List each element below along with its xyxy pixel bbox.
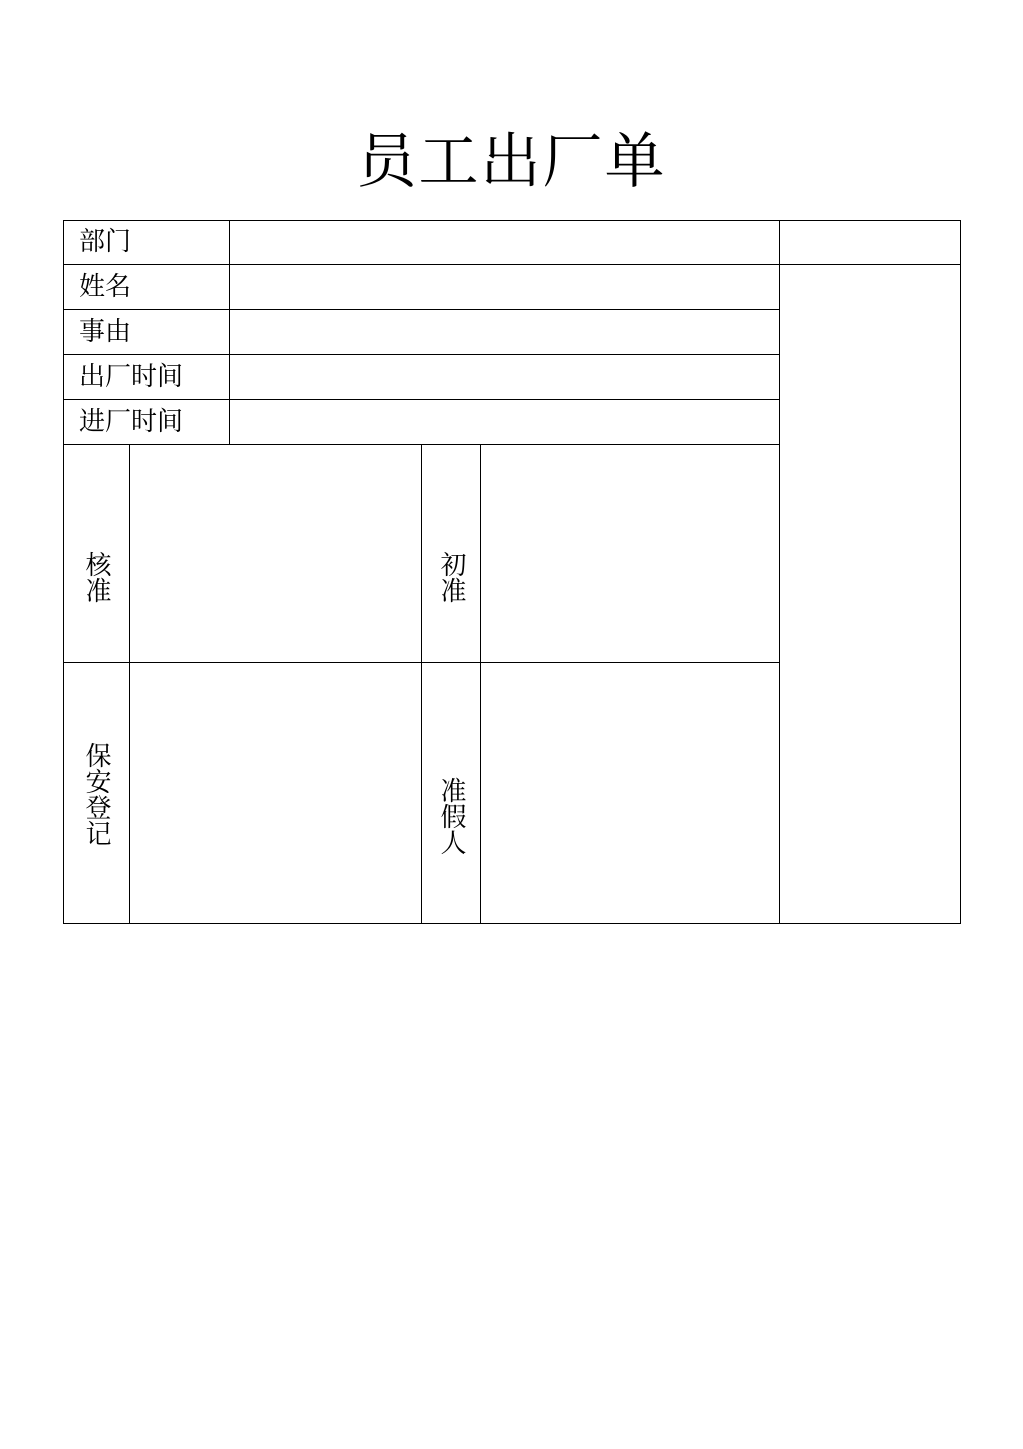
exit-time-label: 出厂时间 (79, 362, 184, 392)
top-right-field[interactable] (780, 221, 960, 264)
department-field[interactable] (230, 221, 779, 264)
leave-approver-field[interactable] (481, 663, 779, 923)
preliminary-label: 初准 (436, 551, 466, 603)
entry-time-label: 进厂时间 (79, 407, 184, 437)
leave-approver-label: 准假人 (436, 777, 466, 855)
exit-slip-form (63, 220, 961, 924)
approve-signature-field[interactable] (130, 445, 421, 662)
name-field[interactable] (230, 265, 779, 309)
name-label: 姓名 (79, 272, 132, 302)
border-bottom (63, 923, 961, 924)
border-right (960, 220, 961, 924)
approval-divider (421, 444, 422, 924)
exit-time-field[interactable] (230, 355, 779, 399)
entry-time-field[interactable] (230, 400, 779, 444)
security-register-field[interactable] (130, 663, 421, 923)
department-label: 部门 (79, 227, 132, 257)
security-register-label: 保安登记 (81, 742, 111, 846)
border-left (63, 220, 64, 924)
approve-label: 核准 (81, 551, 111, 603)
reason-field[interactable] (230, 310, 779, 354)
photo-field[interactable] (780, 265, 960, 923)
preliminary-signature-field[interactable] (481, 445, 779, 662)
reason-label: 事由 (79, 317, 132, 347)
form-title: 员工出厂单 (356, 127, 667, 197)
